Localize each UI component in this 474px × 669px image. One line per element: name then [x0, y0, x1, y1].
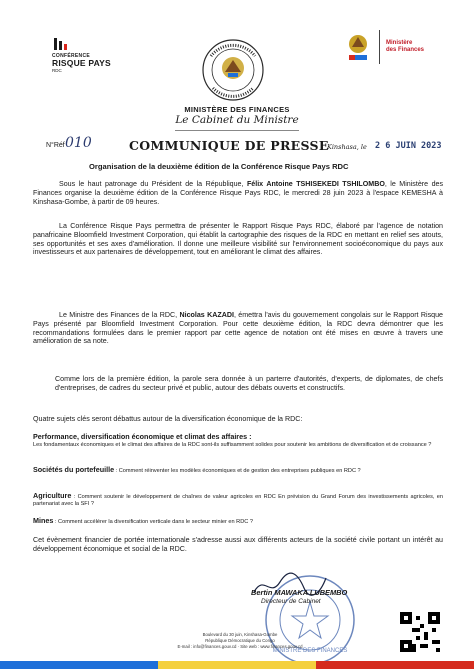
reference-number: 010: [65, 135, 92, 151]
subject-line: Organisation de la deuxième édition de la Conférence Risque Pays RDC: [89, 162, 349, 171]
ministry-heading: MINISTÈRE DES FINANCES: [184, 105, 290, 114]
paragraph-2: La Conférence Risque Pays permettra de présenter le Rapport Risque Pays RDC, élaboré par l'agence de notation panafricaine Bloomfield Investment Corporation, qui établit la cartographie des risques de la RDC en mettant en relief ses atouts, ses opportunités et ses axes d'amélioration. Il donne une meilleure visibilité sur l'environnement socioéconomique du pays aux investisseurs et aux partenaires de développement, tout en améliorant le climat des affaires.: [33, 222, 443, 257]
signatory-name: Bertin MAWAKA LUBEMBO: [251, 588, 348, 597]
footer-country: République Démocratique du Congo: [205, 638, 275, 643]
divider: [175, 130, 299, 131]
cabinet-heading: Le Cabinet du Ministre: [175, 114, 299, 126]
date-stamp: 2 6 JUIN 2023: [375, 141, 442, 151]
logo-line-1: CONFÉRENCE: [52, 53, 91, 59]
reference-label: N°Réf: [46, 142, 65, 149]
date-label: Kinshasa, le: [327, 143, 367, 151]
footer: [150, 632, 330, 650]
topic-3-heading: Agriculture: [33, 491, 72, 500]
coat-of-arms-icon: [343, 31, 373, 63]
signatory-title: Directeur de Cabinet: [261, 598, 321, 605]
logo-line-3: RDC: [52, 68, 62, 73]
topic-4-body: : Comment accélérer la diversification verticale dans le secteur minier en RDC ?: [53, 519, 253, 525]
topic-2-heading: Sociétés du portefeuille: [33, 465, 115, 474]
topic-2-body: : Comment réinventer les modèles économiques et de gestion des entreprises publiques en RDC ?: [114, 468, 361, 474]
government-seal-icon: [201, 38, 265, 102]
ministry-logo: [343, 30, 424, 64]
topic-1-heading: Performance, diversification économique et climat des affaires :: [33, 432, 252, 441]
ministry-logo-line-1: Ministère: [386, 40, 413, 46]
page-title: COMMUNIQUE DE PRESSE: [129, 138, 329, 153]
minister-name: Nicolas KAZADI: [179, 311, 234, 319]
conference-risque-pays-logo: [52, 38, 142, 73]
paragraph-1: Sous le haut patronage du Président de la République, Félix Antoine TSHISEKEDI TSHILOMBO, le Ministère des Finances organise la deuxième édition de la Conférence Risque Pays RDC, le mercredi 28 juin 2023 à l'espace KEMESHA à Kinshasa-Gombe, à partir de 09 heures.: [33, 180, 444, 206]
paragraph-5: Quatre sujets clés seront débattus autour de la diversification économique de la RDC:: [33, 415, 303, 423]
topic-3: [33, 492, 443, 508]
flag-blue-band: [0, 661, 158, 669]
paragraph-4: Comme lors de la première édition, la parole sera donnée à un parterre d'autorités, d'experts, de diplomates, de chefs d'entreprises, de cadres du secteur privé et public, autour des débats ouverts et constructifs.: [55, 375, 443, 392]
topic-3-body: : Comment soutenir le développement de chaînes de valeur agricoles en RDC En prévision du Grand Forum des investissements agricoles, en partenariat avec la SFI ?: [33, 494, 443, 507]
topic-4-heading: Mines: [33, 516, 54, 525]
ministry-logo-line-2: des Finances: [386, 47, 425, 53]
logo-line-2: RISQUE PAYS: [52, 58, 111, 68]
flag-red-band: [316, 661, 474, 669]
bars-icon: [54, 38, 142, 50]
stamp-text: MINISTRE DES FINANCES: [272, 648, 348, 654]
president-name: Félix Antoine TSHISEKEDI TSHILOMBO: [246, 180, 385, 188]
qr-code-icon: [400, 612, 440, 652]
topic-4: [33, 517, 443, 526]
flag-yellow-band: [158, 661, 316, 669]
topic-1-body: Les fondamentaux économiques et le climat des affaires de la RDC sont-ils suffisamment solides pour soutenir les ambitions de diversification et de croissance ?: [33, 442, 432, 448]
paragraph-3: Le Ministre des Finances de la RDC, Nicolas KAZADI, émettra l'avis du gouvernement congolais sur le Rapport Risque Pays présenté par Bloomfield Investment Corporation. Pour cette deuxième édition, la RDC devra démontrer que les recommandations formulées dans le premier rapport par cette agence de notation ont été mises en œuvre à travers une amélioration de sa note.: [33, 311, 444, 346]
closing-paragraph: Cet évènement financier de portée internationale s'adresse aussi aux différents acteurs de la société civile portant un intérêt au développement économique et social de la RDC.: [33, 536, 443, 553]
footer-contact: E-mail : info@finances.gouv.cd · Site web : www.finances.gouv.cd: [177, 644, 303, 649]
footer-address: Boulevard du 30 juin, Kinshasa-Gombe: [202, 632, 278, 637]
flag-color-strip: [0, 661, 474, 669]
topic-2: [33, 466, 443, 475]
